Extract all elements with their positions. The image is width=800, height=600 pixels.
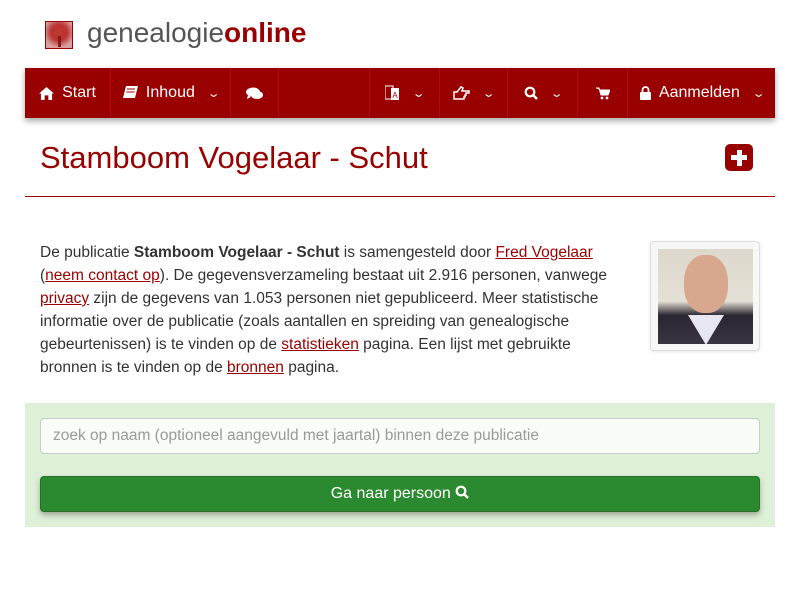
nav-inhoud-label: Inhoud [145,84,195,101]
search-panel [25,403,775,527]
nav-aanmelden-label: Aanmelden [658,84,740,101]
publication-intro: De publicatie Stamboom Vogelaar - Schut is samengesteld door Fred Vogelaar (neem contact op). De gegevensverzameling bestaat uit 2.916 personen, vanwege privacy zijn de gegevens van 1.053 personen niet gepubliceerd. Meer statistische informatie over de publicatie (zoals aantallen en spreiding van genealogische gebeurtenissen) is te vinden op de statistieken pagina. Een lijst met gebruikte bronnen is te vinden op de bronnen pagina. [40,244,607,376]
brand-name[interactable] [87,17,306,49]
main-nav [25,68,775,118]
chevron-down-icon: ⌄ [482,87,496,100]
go-to-person-button[interactable] [40,476,760,512]
button-label: Ga naar persoon [330,485,451,502]
cart-icon [596,87,610,100]
author-link[interactable]: Fred Vogelaar [495,244,593,261]
privacy-link[interactable]: privacy [40,290,90,307]
home-icon [39,87,54,100]
nav-hand[interactable] [439,68,507,118]
sources-link[interactable]: bronnen [227,359,284,376]
lock-icon [640,86,651,100]
brand-part2: online [224,17,307,48]
person-search-input[interactable]: zoek op naam (optioneel aangevuld met jaartal) binnen deze publicatie [40,418,760,454]
nav-inhoud[interactable] [111,68,231,118]
chevron-down-icon: ⌄ [751,87,766,100]
author-photo[interactable] [650,241,760,351]
hand-pointer-icon [453,86,470,100]
logo-tree-icon[interactable] [45,21,73,49]
search-icon [524,86,538,100]
svg-text:A: A [392,90,399,100]
nav-language[interactable] [369,68,439,118]
statistics-link[interactable]: statistieken [281,336,359,353]
nav-forum[interactable] [231,68,279,118]
comments-icon [246,87,263,100]
book-icon [123,86,138,100]
publication-name: Stamboom Vogelaar - Schut [133,244,340,261]
chevron-down-icon: ⌄ [412,87,426,100]
translate-icon [385,85,400,102]
nav-start[interactable] [25,68,111,118]
search-icon [455,485,469,499]
nav-start-label: Start [62,84,96,101]
contact-link[interactable]: neem contact op [45,267,160,284]
chevron-down-icon: ⌄ [549,87,564,100]
brand-part1: genealogie [87,17,225,48]
nav-cart[interactable] [577,68,627,118]
page-title: Stamboom Vogelaar - Schut [40,140,428,175]
nav-aanmelden[interactable] [627,68,775,118]
nav-search[interactable] [507,68,577,118]
add-plus-button[interactable] [725,144,753,171]
chevron-down-icon: ⌄ [206,87,221,100]
divider [25,196,775,197]
